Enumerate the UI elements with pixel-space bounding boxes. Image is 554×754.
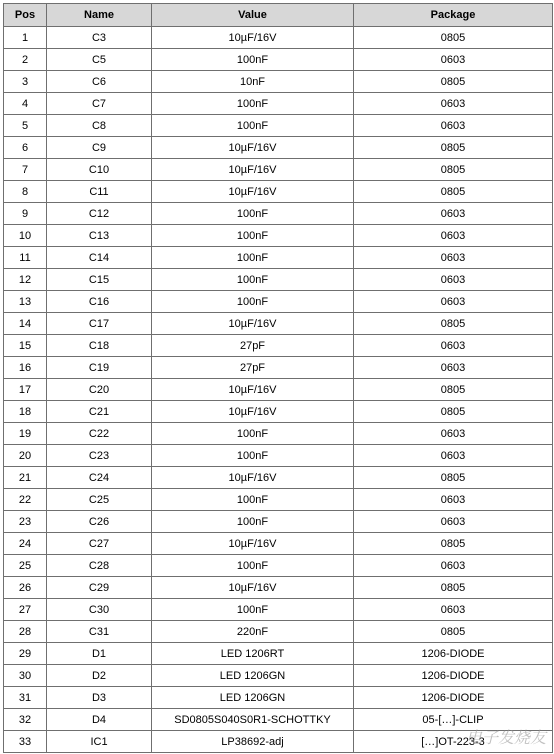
cell-package: 0805 — [354, 467, 553, 489]
table-header — [4, 4, 553, 27]
cell-pos: 6 — [4, 137, 47, 159]
table-row — [4, 643, 553, 665]
cell-pos: 33 — [4, 731, 47, 753]
cell-value: 10µF/16V — [152, 27, 354, 49]
cell-package: 05-[…]-CLIP — [354, 709, 553, 731]
cell-name: C7 — [47, 93, 152, 115]
cell-name: C27 — [47, 533, 152, 555]
cell-value: 10µF/16V — [152, 137, 354, 159]
cell-value: 10µF/16V — [152, 159, 354, 181]
table-row — [4, 159, 553, 181]
cell-name: C17 — [47, 313, 152, 335]
cell-name: C22 — [47, 423, 152, 445]
cell-name: C19 — [47, 357, 152, 379]
table-row — [4, 577, 553, 599]
cell-package: 0603 — [354, 511, 553, 533]
cell-package: 0603 — [354, 599, 553, 621]
cell-name: C21 — [47, 401, 152, 423]
table-row — [4, 709, 553, 731]
cell-value: 100nF — [152, 225, 354, 247]
cell-name: C6 — [47, 71, 152, 93]
table-row — [4, 225, 553, 247]
cell-pos: 5 — [4, 115, 47, 137]
cell-pos: 14 — [4, 313, 47, 335]
table-row — [4, 489, 553, 511]
cell-value: 100nF — [152, 269, 354, 291]
cell-pos: 20 — [4, 445, 47, 467]
table-row — [4, 445, 553, 467]
cell-name: C5 — [47, 49, 152, 71]
cell-value: 10µF/16V — [152, 577, 354, 599]
cell-package: […]OT-223-3 — [354, 731, 553, 753]
cell-value: 10µF/16V — [152, 379, 354, 401]
cell-name: C25 — [47, 489, 152, 511]
cell-pos: 27 — [4, 599, 47, 621]
table-row — [4, 401, 553, 423]
cell-pos: 12 — [4, 269, 47, 291]
column-header-pos: Pos — [4, 4, 47, 27]
cell-package: 0603 — [354, 115, 553, 137]
cell-pos: 17 — [4, 379, 47, 401]
cell-value: 100nF — [152, 115, 354, 137]
cell-value: SD0805S040S0R1-SCHOTTKY — [152, 709, 354, 731]
bom-table — [3, 3, 553, 753]
cell-value: 10µF/16V — [152, 533, 354, 555]
cell-value: 10nF — [152, 71, 354, 93]
cell-package: 0805 — [354, 71, 553, 93]
cell-name: C9 — [47, 137, 152, 159]
table-row — [4, 555, 553, 577]
cell-value: 100nF — [152, 555, 354, 577]
cell-pos: 29 — [4, 643, 47, 665]
table-row — [4, 467, 553, 489]
table-row — [4, 335, 553, 357]
table-row — [4, 423, 553, 445]
cell-name: C14 — [47, 247, 152, 269]
cell-package: 0603 — [354, 423, 553, 445]
table-row — [4, 291, 553, 313]
table-row — [4, 181, 553, 203]
cell-name: C10 — [47, 159, 152, 181]
header-row — [4, 4, 553, 27]
cell-name: C3 — [47, 27, 152, 49]
cell-value: 100nF — [152, 93, 354, 115]
cell-pos: 18 — [4, 401, 47, 423]
cell-package: 0603 — [354, 49, 553, 71]
cell-pos: 26 — [4, 577, 47, 599]
cell-package: 0603 — [354, 291, 553, 313]
cell-name: IC1 — [47, 731, 152, 753]
table-row — [4, 115, 553, 137]
table-row — [4, 313, 553, 335]
cell-value: 100nF — [152, 599, 354, 621]
cell-pos: 30 — [4, 665, 47, 687]
cell-pos: 19 — [4, 423, 47, 445]
cell-package: 0603 — [354, 445, 553, 467]
cell-value: 27pF — [152, 335, 354, 357]
table-row — [4, 203, 553, 225]
cell-package: 0603 — [354, 203, 553, 225]
cell-package: 1206-DIODE — [354, 687, 553, 709]
cell-pos: 1 — [4, 27, 47, 49]
table-row — [4, 533, 553, 555]
cell-pos: 3 — [4, 71, 47, 93]
table-row — [4, 621, 553, 643]
column-header-value: Value — [152, 4, 354, 27]
cell-package: 0805 — [354, 533, 553, 555]
cell-value: 100nF — [152, 291, 354, 313]
watermark-logo: 电子发烧友 — [465, 728, 546, 747]
cell-name: C8 — [47, 115, 152, 137]
cell-name: D3 — [47, 687, 152, 709]
cell-name: C26 — [47, 511, 152, 533]
cell-package: 0603 — [354, 247, 553, 269]
cell-value: LED 1206GN — [152, 665, 354, 687]
cell-value: 10µF/16V — [152, 181, 354, 203]
cell-package: 0805 — [354, 379, 553, 401]
cell-value: 100nF — [152, 247, 354, 269]
table-body — [4, 27, 553, 753]
cell-pos: 28 — [4, 621, 47, 643]
cell-value: LED 1206GN — [152, 687, 354, 709]
cell-value: 220nF — [152, 621, 354, 643]
cell-name: C16 — [47, 291, 152, 313]
cell-name: C13 — [47, 225, 152, 247]
table-row — [4, 49, 553, 71]
cell-value: LED 1206RT — [152, 643, 354, 665]
table-row — [4, 665, 553, 687]
cell-pos: 15 — [4, 335, 47, 357]
cell-package: 0603 — [354, 555, 553, 577]
cell-pos: 25 — [4, 555, 47, 577]
cell-name: C18 — [47, 335, 152, 357]
table-row — [4, 357, 553, 379]
cell-pos: 22 — [4, 489, 47, 511]
cell-value: 10µF/16V — [152, 401, 354, 423]
cell-package: 1206-DIODE — [354, 643, 553, 665]
cell-value: 100nF — [152, 203, 354, 225]
cell-pos: 24 — [4, 533, 47, 555]
cell-name: D2 — [47, 665, 152, 687]
table-row — [4, 247, 553, 269]
cell-pos: 9 — [4, 203, 47, 225]
cell-value: LP38692-adj — [152, 731, 354, 753]
cell-package: 0805 — [354, 401, 553, 423]
cell-package: 0805 — [354, 27, 553, 49]
table-row — [4, 71, 553, 93]
cell-name: D1 — [47, 643, 152, 665]
cell-package: 0805 — [354, 137, 553, 159]
table-row — [4, 93, 553, 115]
cell-name: C31 — [47, 621, 152, 643]
table-row — [4, 137, 553, 159]
cell-package: 0603 — [354, 225, 553, 247]
cell-pos: 4 — [4, 93, 47, 115]
cell-value: 100nF — [152, 49, 354, 71]
column-header-name: Name — [47, 4, 152, 27]
cell-package: 1206-DIODE — [354, 665, 553, 687]
cell-name: C15 — [47, 269, 152, 291]
cell-value: 10µF/16V — [152, 467, 354, 489]
cell-name: C30 — [47, 599, 152, 621]
cell-name: C23 — [47, 445, 152, 467]
cell-name: C28 — [47, 555, 152, 577]
cell-name: C12 — [47, 203, 152, 225]
cell-name: D4 — [47, 709, 152, 731]
cell-pos: 23 — [4, 511, 47, 533]
table-row — [4, 27, 553, 49]
cell-pos: 21 — [4, 467, 47, 489]
cell-pos: 31 — [4, 687, 47, 709]
cell-value: 100nF — [152, 489, 354, 511]
cell-name: C20 — [47, 379, 152, 401]
cell-value: 100nF — [152, 511, 354, 533]
cell-name: C29 — [47, 577, 152, 599]
cell-package: 0805 — [354, 313, 553, 335]
cell-value: 100nF — [152, 423, 354, 445]
cell-pos: 11 — [4, 247, 47, 269]
cell-package: 0603 — [354, 269, 553, 291]
cell-pos: 16 — [4, 357, 47, 379]
table-row — [4, 731, 553, 753]
table-row — [4, 599, 553, 621]
table-row — [4, 511, 553, 533]
cell-package: 0805 — [354, 621, 553, 643]
cell-package: 0805 — [354, 181, 553, 203]
cell-pos: 2 — [4, 49, 47, 71]
cell-package: 0805 — [354, 159, 553, 181]
cell-pos: 13 — [4, 291, 47, 313]
cell-value: 10µF/16V — [152, 313, 354, 335]
cell-package: 0603 — [354, 335, 553, 357]
cell-value: 27pF — [152, 357, 354, 379]
cell-package: 0603 — [354, 357, 553, 379]
cell-name: C24 — [47, 467, 152, 489]
cell-package: 0805 — [354, 577, 553, 599]
table-row — [4, 687, 553, 709]
cell-pos: 8 — [4, 181, 47, 203]
table-row — [4, 269, 553, 291]
column-header-package: Package — [354, 4, 553, 27]
cell-package: 0603 — [354, 93, 553, 115]
cell-pos: 7 — [4, 159, 47, 181]
cell-name: C11 — [47, 181, 152, 203]
cell-package: 0603 — [354, 489, 553, 511]
cell-pos: 32 — [4, 709, 47, 731]
table-row — [4, 379, 553, 401]
cell-pos: 10 — [4, 225, 47, 247]
cell-value: 100nF — [152, 445, 354, 467]
